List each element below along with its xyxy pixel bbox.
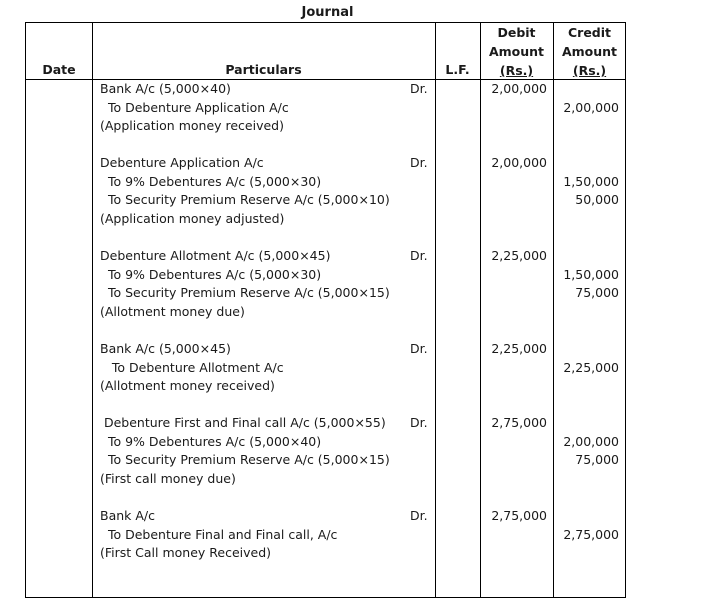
entry-line: To Debenture Final and Final call, A/c [100,526,338,542]
entry-line: (Allotment money received) [100,378,275,394]
header-lf: L.F. [445,62,470,77]
entry-line: To 9% Debentures A/c (5,000×30) [100,173,322,189]
header-credit-line: Credit [567,25,612,40]
debit-amount: 2,75,000 [491,508,547,523]
entry-line: To Debenture Application A/c [100,99,289,115]
header-debit [480,23,553,80]
entry-line: Bank A/c [100,508,156,523]
debit-amount: 2,00,000 [491,155,547,170]
entry-line: Bank A/c (5,000×40) [100,81,231,96]
credit-amount: 1,50,000 [563,266,619,282]
header-credit [553,23,626,80]
entry-line: To Debenture Allotment A/c [100,359,284,375]
entry-line: To Security Premium Reserve A/c (5,000×10) [100,192,390,208]
dr-marker: Dr. [410,508,428,523]
journal-title: Journal [301,5,354,20]
credit-amount: 2,75,000 [563,526,619,542]
header-credit-line: Amount [561,44,618,59]
header-debit-line: Debit [497,25,536,40]
entry-line: Debenture First and Final call A/c (5,000×55) [100,415,386,430]
header-date: Date [42,62,76,77]
credit-amount: 75,000 [575,452,619,468]
journal-table [25,22,626,598]
header-debit-line: Amount [488,44,545,59]
credit-amount: 75,000 [575,285,619,301]
credit-amount: 1,50,000 [563,173,619,189]
entry-line: (Application money received) [100,118,284,134]
dr-marker: Dr. [410,155,428,170]
entry-line: Bank A/c (5,000×45) [100,341,231,356]
entry-line: (First call money due) [100,470,236,486]
entry-line: (Allotment money due) [100,303,245,319]
debit-amount: 2,25,000 [491,248,547,263]
debit-amount: 2,00,000 [491,81,547,96]
entry-line: To 9% Debentures A/c (5,000×30) [100,266,322,282]
entry-line: (First Call money Received) [100,545,272,561]
entry-line: Debenture Application A/c [100,155,264,170]
dr-marker: Dr. [410,81,428,96]
entry-line: To Security Premium Reserve A/c (5,000×15) [100,452,390,468]
credit-amount: 2,00,000 [563,99,619,115]
date-column-divider [92,23,93,597]
entry-line: (Application money adjusted) [100,210,285,226]
dr-marker: Dr. [410,415,428,430]
credit-amount: 50,000 [575,192,619,208]
entry-line: To Security Premium Reserve A/c (5,000×15) [100,285,390,301]
particulars-column-divider [435,23,436,597]
header-credit-line: (Rs.) [572,63,607,78]
debit-amount: 2,25,000 [491,341,547,356]
credit-amount: 2,25,000 [563,359,619,375]
header-debit-line: (Rs.) [499,63,534,78]
entry-line: To 9% Debentures A/c (5,000×40) [100,433,322,449]
entry-line: Debenture Allotment A/c (5,000×45) [100,248,331,263]
dr-marker: Dr. [410,341,428,356]
credit-amount: 2,00,000 [563,433,619,449]
header-particulars: Particulars [225,62,302,77]
debit-amount: 2,75,000 [491,415,547,430]
dr-marker: Dr. [410,248,428,263]
